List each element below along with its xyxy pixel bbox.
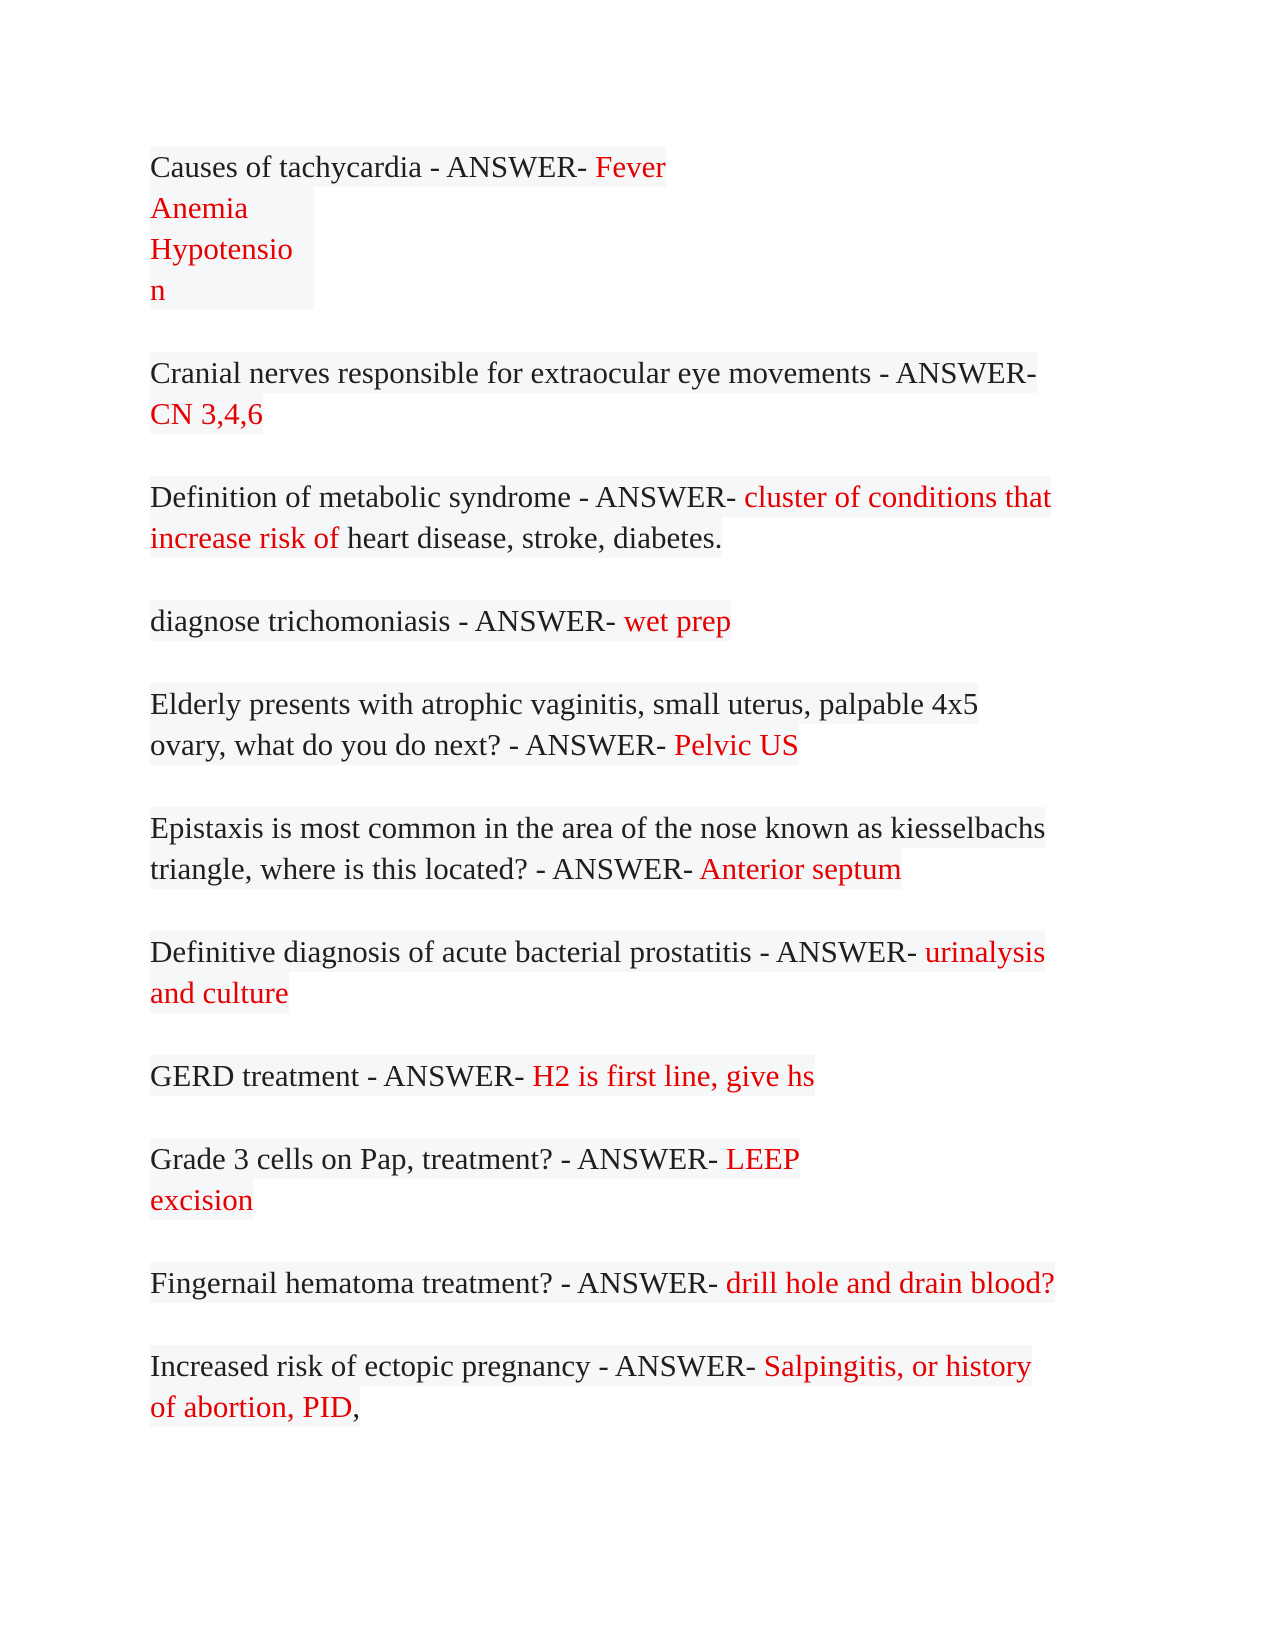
qa-tachycardia-answer-line — [150, 228, 314, 269]
question-text: Definition of metabolic syndrome - ANSWER- — [150, 479, 745, 514]
answer-tail-text: , — [352, 1389, 361, 1424]
answer-text: excision — [150, 1182, 254, 1217]
qa-elderly-ovary-line-2 — [150, 724, 799, 765]
qa-tachycardia-answer-line — [150, 187, 314, 228]
qa-prostatitis-line-2 — [150, 972, 289, 1013]
answer-text: Fever — [595, 149, 666, 184]
question-text: Fingernail hematoma treatment? - ANSWER- — [150, 1265, 726, 1300]
question-text: triangle, where is this located? - ANSWER- — [150, 851, 700, 886]
qa-prostatitis-line-1 — [150, 931, 1045, 972]
question-text: Cranial nerves responsible for extraocular eye movements - ANSWER- — [150, 355, 1037, 390]
qa-tachycardia-answer-line — [150, 269, 314, 310]
question-text: Epistaxis is most common in the area of the nose known as kiesselbachs — [150, 810, 1046, 845]
question-text: ovary, what do you do next? - ANSWER- — [150, 727, 675, 762]
question-text: Grade 3 cells on Pap, treatment? - ANSWER- — [150, 1141, 726, 1176]
qa-trichomoniasis-line — [150, 600, 731, 641]
question-text: Increased risk of ectopic pregnancy - ANSWER- — [150, 1348, 764, 1383]
answer-text: H2 is first line, give hs — [532, 1058, 815, 1093]
question-text: diagnose trichomoniasis - ANSWER- — [150, 603, 624, 638]
answer-text: cluster of conditions that — [744, 479, 1052, 514]
question-text: Elderly presents with atrophic vaginitis, small uterus, palpable 4x5 — [150, 686, 979, 721]
answer-text: Hypotensio — [150, 231, 293, 266]
qa-epistaxis-line-1 — [150, 807, 1045, 848]
answer-text: LEEP — [725, 1141, 800, 1176]
answer-text: Anterior septum — [699, 851, 902, 886]
qa-tachycardia-question-line — [150, 146, 666, 187]
answer-text: urinalysis — [924, 934, 1046, 969]
qa-ectopic-line-1 — [150, 1345, 1032, 1386]
answer-text: Pelvic US — [674, 727, 799, 762]
qa-gerd-line — [150, 1055, 815, 1096]
answer-text: Anemia — [150, 190, 249, 225]
qa-cranial-nerves-answer-line — [150, 393, 263, 434]
answer-text: n — [150, 272, 166, 307]
qa-metabolic-syndrome-line-2 — [150, 517, 722, 558]
qa-metabolic-syndrome-line-1 — [150, 476, 1051, 517]
answer-tail-text: heart disease, stroke, diabetes. — [347, 520, 723, 555]
qa-epistaxis-line-2 — [150, 848, 902, 889]
question-text: Definitive diagnosis of acute bacterial prostatitis - ANSWER- — [150, 934, 925, 969]
qa-pap-line-2 — [150, 1179, 253, 1220]
answer-text: of abortion, PID — [150, 1389, 353, 1424]
qa-cranial-nerves-question-line — [150, 352, 1037, 393]
question-text: Causes of tachycardia - ANSWER- — [150, 149, 596, 184]
answer-text: drill hole and drain blood? — [725, 1265, 1055, 1300]
answer-text: CN 3,4,6 — [150, 396, 263, 431]
answer-text: Salpingitis, or history — [763, 1348, 1032, 1383]
qa-pap-line-1 — [150, 1138, 800, 1179]
qa-fingernail-line — [150, 1262, 1055, 1303]
answer-text: wet prep — [623, 603, 732, 638]
question-text: GERD treatment - ANSWER- — [150, 1058, 533, 1093]
qa-elderly-ovary-line-1 — [150, 683, 978, 724]
qa-ectopic-line-2 — [150, 1386, 360, 1427]
answer-text: increase risk of — [150, 520, 348, 555]
answer-text: and culture — [150, 975, 289, 1010]
